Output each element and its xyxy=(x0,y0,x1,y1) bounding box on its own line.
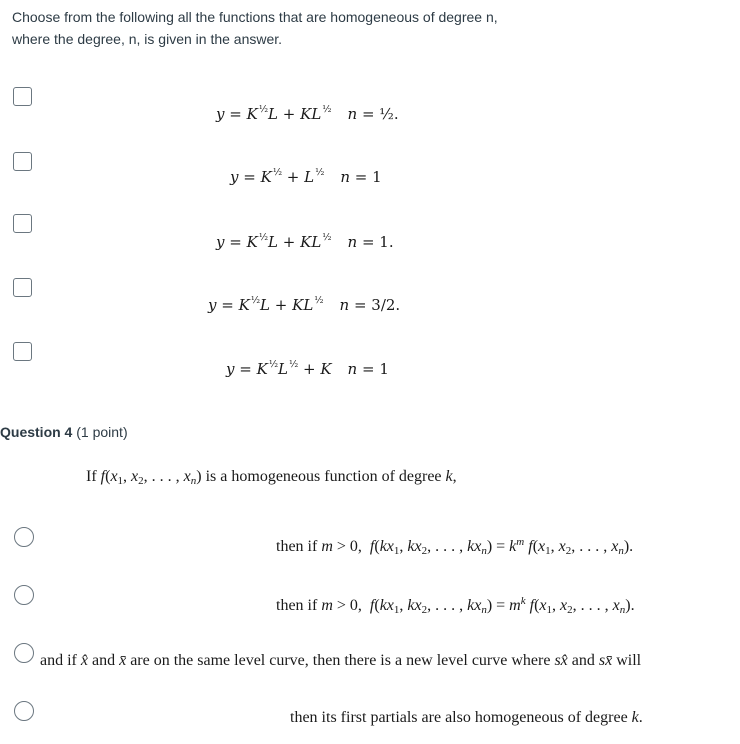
q4-option-1-text: then if m > 0, $f(kx_1$, $kx_2$, . . . , $kx_n) = k^m$ $f(x_1$, $x_2$, . . . , $x_n$). xyxy=(276,536,634,557)
q4-option-3-text: and if x̂ and x̄ are on the same level curve, then there is a new level curve where sx̂ and sx̄ will xyxy=(40,652,642,669)
option-5-formula: $y = K^{\frac{1}{2}}L^{\frac{1}{2}} + K$ n = 1 xyxy=(226,359,389,378)
question-3-prompt xyxy=(12,6,572,50)
option-4-formula: $y = K^{\frac{1}{2}}L + KL^{\frac{1}{2}}$ n = 3/2. xyxy=(208,295,401,314)
q4-option-3-radio[interactable] xyxy=(14,643,34,663)
q4-option-4-radio[interactable] xyxy=(14,701,34,721)
q4-option-2-text: then if m > 0, $f(kx_1$, $kx_2$, . . . , $kx_n) = m^k$ $f(x_1$, $x_2$, . . . , $x_n$). xyxy=(276,595,635,616)
q4-option-1-radio[interactable] xyxy=(14,527,34,547)
q4-option-2-radio[interactable] xyxy=(14,585,34,605)
option-1-checkbox[interactable] xyxy=(13,87,32,106)
question-4-points: (1 point) xyxy=(76,424,128,440)
option-5-checkbox[interactable] xyxy=(13,342,32,361)
option-4-checkbox[interactable] xyxy=(13,278,32,297)
q4-option-4-text: then its first partials are also homogeneous of degree k. xyxy=(290,709,643,726)
prompt-line-1: Choose from the following all the functions that are homogeneous of degree n, xyxy=(12,9,498,25)
question-4-stem: If $f(x_1$, $x_2$, . . . , $x_n$) is a homogeneous function of degree k, xyxy=(86,468,457,487)
option-3-checkbox[interactable] xyxy=(13,214,32,233)
question-4-title: Question 4 xyxy=(0,424,73,440)
option-1-formula: $y = K^{\frac{1}{2}}L + KL^{\frac{1}{2}}$ n = ½. xyxy=(216,104,399,123)
prompt-line-2: where the degree, n, is given in the answer. xyxy=(12,31,283,47)
option-2-checkbox[interactable] xyxy=(13,152,32,171)
question-4-header xyxy=(0,424,128,440)
option-2-formula: $y = K^{\frac{1}{2}} + L^{\frac{1}{2}}$ n = 1 xyxy=(230,167,382,186)
option-3-formula: $y = K^{\frac{1}{2}}L + KL^{\frac{1}{2}}$ n = 1. xyxy=(216,232,394,251)
